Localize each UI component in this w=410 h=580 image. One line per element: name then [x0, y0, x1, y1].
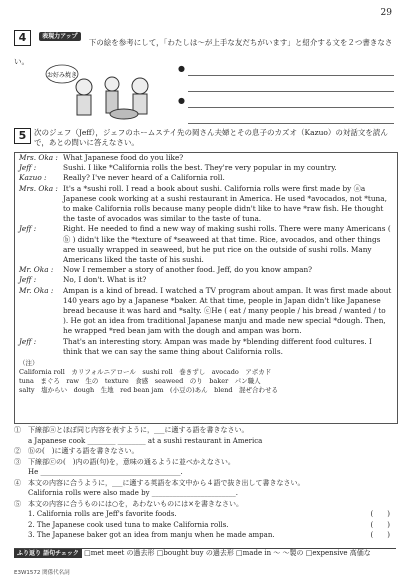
- speaker: Kazuo :: [19, 173, 47, 183]
- vocab-header: ふり返り 語句チェック: [14, 549, 82, 558]
- vocab-item: 高価な: [347, 549, 371, 557]
- note-line: California roll カリフォルニアロール sushi roll 巻きずし avocado アボカド: [19, 368, 272, 377]
- question-line: 3. The Japanese baker got an idea from manju when he made ampan. ( ): [14, 531, 390, 539]
- speech-bubble: お好み焼き: [46, 72, 78, 79]
- vocab-item: ～製の: [280, 549, 304, 557]
- notes-label: （注）: [19, 359, 39, 368]
- notes: [15, 359, 397, 395]
- question-line: ② ⓑの( )に適する語を書きなさい。: [14, 447, 139, 455]
- vocab-item: □met: [84, 549, 105, 557]
- vocab-item: buy の過去形: [188, 549, 234, 557]
- speaker: Mrs. Oka :: [19, 153, 58, 162]
- speaker: Mrs. Oka :: [19, 183, 58, 193]
- question-line: a Japanese cook ________ ________ at a sushi restaurant in America: [14, 436, 263, 445]
- question-line: California rolls were also made by ________________________.: [14, 489, 238, 497]
- question-number: 5: [14, 128, 31, 144]
- answer-paren[interactable]: ( ): [370, 520, 390, 529]
- speaker: Jeff :: [19, 224, 37, 234]
- dialogue-line: [15, 184, 397, 225]
- speaker: Mr. Oka :: [19, 285, 54, 295]
- instruction: 次のジェフ（Jeff），ジェフのホームステイ先の岡さん夫婦とその息子のカズオ（Kazuo）の対話文を読んで，あとの問いに答えなさい。: [34, 128, 388, 147]
- utterance: Really? I've never heard of a California roll.: [63, 173, 225, 183]
- speaker: Jeff :: [19, 163, 37, 173]
- dialogue-line: [15, 337, 397, 357]
- dialogue-line: [15, 153, 397, 163]
- dialogue-line: [15, 173, 397, 183]
- answer-paren[interactable]: ( ): [370, 531, 390, 539]
- question-line: ③ 下線部ⓒの( )内の語(句)を，意味の通るように並べかえなさい。: [14, 457, 235, 466]
- utterance: Now I remember a story of another food. Jeff, do you know ampan?: [63, 265, 313, 275]
- skill-tag: 表現力アップ: [39, 32, 81, 41]
- vocab-check: [14, 548, 396, 558]
- utterance: Sushi. I like *California rolls the best. They're very popular in my country.: [63, 163, 337, 173]
- answer-line[interactable]: [188, 80, 394, 92]
- questions: [14, 425, 396, 541]
- answer-lines: [178, 64, 394, 128]
- question-number: 4: [14, 30, 31, 46]
- dialogue-line: [15, 265, 397, 275]
- dialogue-line: [15, 275, 397, 285]
- question-line: ④ 本文の内容に合うように，___に適する英語を本文中から４語で抜き出して書きなさい。: [14, 478, 305, 487]
- utterance: That's an interesting story. Ampan was made by *blending different food cultures. I think that we can say the same thing about California rolls.: [63, 336, 372, 356]
- dialogue-line: [15, 286, 397, 337]
- dialogue-box: [14, 152, 398, 424]
- answer-line[interactable]: ●: [188, 64, 394, 76]
- question-line: ① 下線部ⓐとほぼ同じ内容を表すように，___に適する語を書きなさい。: [14, 426, 249, 434]
- illustration: [44, 62, 164, 122]
- question-line: He ________________________________________.: [14, 468, 183, 476]
- vocab-item: □expensive: [303, 549, 348, 557]
- speaker: Jeff :: [19, 336, 37, 346]
- question-line: ⑤ 本文の内容に合うものには○を，あわないものには×を書きなさい。: [14, 499, 243, 508]
- speaker: Jeff :: [19, 275, 37, 285]
- vocab-item: □made in ～: [233, 549, 281, 557]
- page-number: 29: [380, 8, 392, 18]
- dialogue-line: [15, 224, 397, 265]
- answer-line[interactable]: ●: [188, 96, 394, 108]
- note-line: salty 塩からい dough 生地 red bean jam (小豆の)あん blend 混ぜ合わせる: [19, 386, 279, 395]
- utterance: No, I don't. What is it?: [63, 275, 147, 285]
- question-line: 2. The Japanese cook used tuna to make California rolls. ( ): [14, 520, 390, 529]
- footer: E3W1572 関係代名詞: [14, 570, 70, 576]
- utterance: Ampan is a kind of bread. I watched a TV program about ampan. It was first made about 140 years ago by a Japanese *baker. At that time, people in Japan didn't like Japanese bread because it was hard and *salty. ⓒHe ( eat / many people / his bread / wanted / to ). He got an idea from traditional Japanese manju and made new special *dough. Then, he wrapped *red bean jam with the dough and ampan was born.: [63, 285, 392, 336]
- utterance: What Japanese food do you like?: [63, 153, 184, 162]
- dialogue-line: [15, 163, 397, 173]
- vocab-item: □bought: [154, 549, 189, 557]
- instruction: 下の絵を参考にして，「わたしは～が上手な友だちがいます」と紹介する文を２つ書きなさい。: [14, 38, 393, 66]
- utterance: It's a *sushi roll. I read a book about sushi. California rolls were first made by ⓐa Japanese cook working at a sushi restaurant in America. He used *avocados, not *tuna, to make California rolls because many people didn't like to have *raw fish. He thought the taste of avocados was similar to the taste of tuna.: [63, 183, 387, 224]
- speaker: Mr. Oka :: [19, 265, 54, 275]
- note-line: tuna まぐろ raw 生の texture 食感 seaweed のり baker パン職人: [19, 377, 261, 386]
- answer-line[interactable]: [188, 112, 394, 124]
- vocab-item: meet の過去形: [104, 549, 155, 557]
- utterance: Right. He needed to find a new way of making sushi rolls. There were many Americans ( ⓑ ) didn't like the *texture of *seaweed at that time. Rice, avocados, and other things are usually wrapped in seaweed, but he put rice on the outside of sushi rolls. Many Americans liked the taste of his sushi.: [63, 224, 391, 265]
- question-line: 1. California rolls are Jeff's favorite foods. ( ): [14, 510, 390, 518]
- answer-paren[interactable]: ( ): [370, 510, 390, 518]
